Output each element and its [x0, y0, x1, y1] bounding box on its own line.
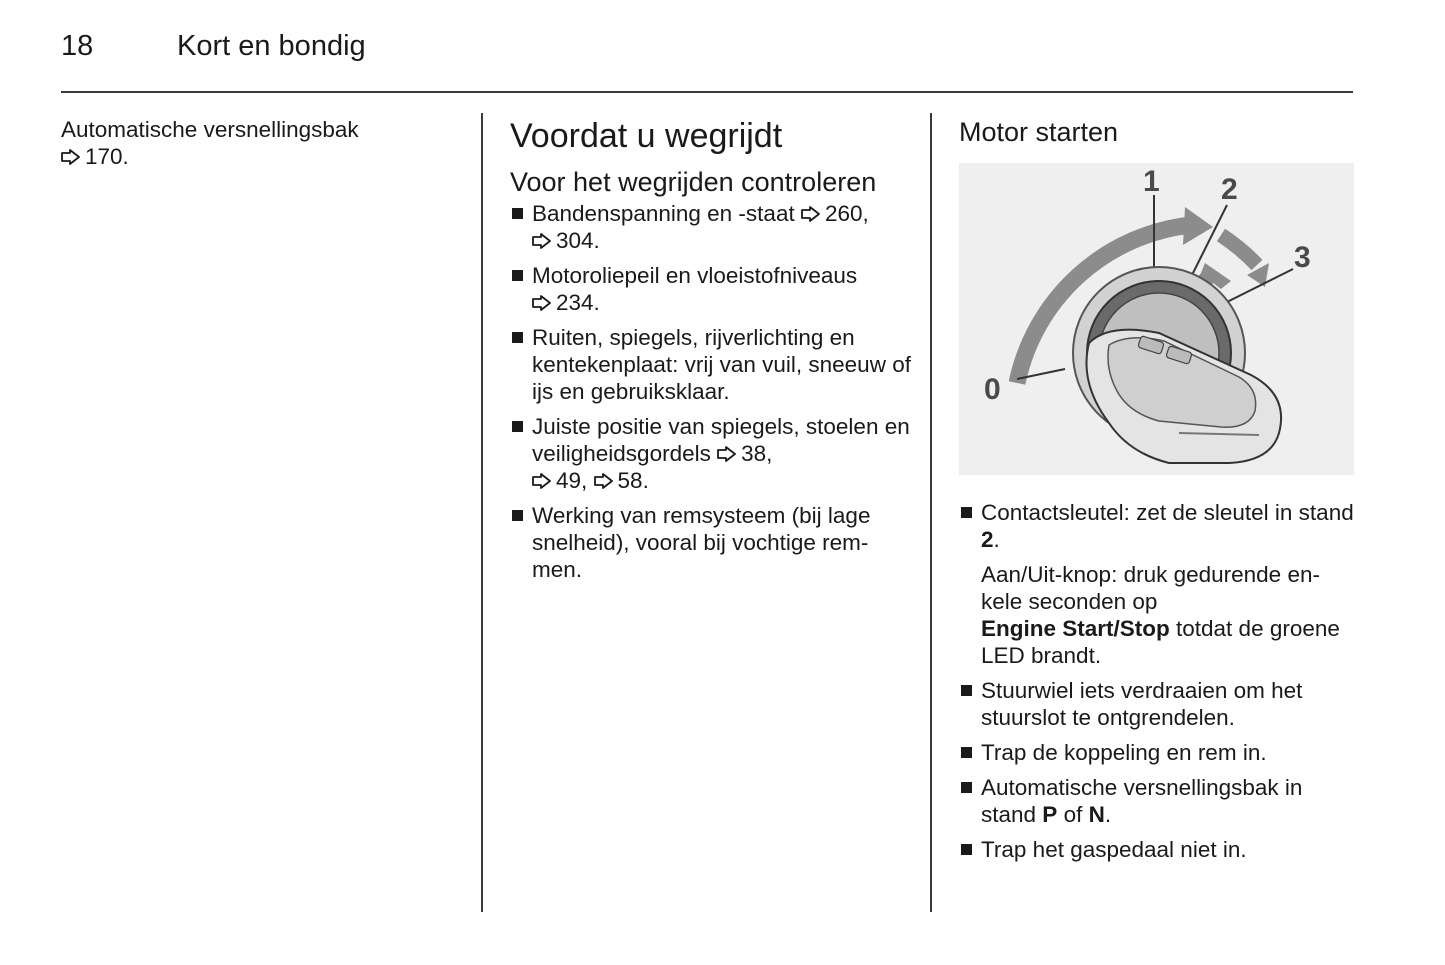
- header-rule: [61, 91, 1353, 93]
- position-label-2: 2: [1221, 173, 1238, 206]
- page-number: 18: [61, 30, 94, 62]
- list-item: Werking van remsysteem (bij lage snelheid), vooral bij vochtige rem-men.: [510, 502, 915, 583]
- list-item: Motoroliepeil en vloeistofniveaus 234.: [510, 262, 915, 316]
- reference-arrow-icon: [801, 206, 821, 222]
- position-label-0: 0: [984, 373, 1001, 406]
- list-item: Stuurwiel iets verdraaien om het stuurslot te ontgrendelen.: [959, 677, 1359, 731]
- list-item: Ruiten, spiegels, rijverlichting en kentekenplaat: vrij van vuil, sneeuw of ijs en gebruiksklaar.: [510, 324, 915, 405]
- reference-arrow-icon: [594, 473, 614, 489]
- column-1: [61, 116, 461, 170]
- cross-reference[interactable]: 58.: [594, 468, 649, 493]
- subsection-heading: Voor het wegrijden controleren: [510, 167, 877, 197]
- list-item: Trap het gaspedaal niet in.: [959, 836, 1359, 863]
- cross-reference[interactable]: 49,: [532, 468, 587, 493]
- cross-reference[interactable]: 38,: [717, 441, 772, 466]
- reference-arrow-icon: [532, 233, 552, 249]
- page-ref: 170.: [85, 144, 129, 169]
- list-item: Contactsleutel: zet de sleutel in stand 2. Aan/Uit-knop: druk gedurende en-kele seconden op Engine Start/Stop totdat de groene LED brandt.: [959, 499, 1359, 669]
- reference-arrow-icon: [532, 473, 552, 489]
- cross-reference[interactable]: 234.: [532, 290, 600, 315]
- position-label-1: 1: [1143, 165, 1160, 198]
- list-item: Trap de koppeling en rem in.: [959, 739, 1359, 766]
- section-heading: Motor starten: [959, 117, 1119, 147]
- section-heading: Voordat u wegrijdt: [510, 117, 783, 155]
- column-2: [510, 116, 915, 591]
- page-title: Kort en bondig: [177, 30, 366, 62]
- column-3-steps: [959, 499, 1359, 871]
- list-item: Bandenspanning en -staat 260, 304.: [510, 200, 915, 254]
- ignition-key-illustration: [959, 163, 1354, 475]
- column-3: [959, 116, 1359, 148]
- reference-arrow-icon: [532, 295, 552, 311]
- position-label-3: 3: [1294, 241, 1311, 274]
- ignition-key-drawing: [959, 163, 1354, 475]
- cross-reference-text: Automatische versnellingsbak: [61, 117, 359, 142]
- column-divider-right: [930, 113, 932, 912]
- cross-reference[interactable]: 260,: [801, 201, 869, 226]
- reference-arrow-icon: [717, 446, 737, 462]
- reference-arrow-icon: [61, 149, 81, 165]
- list-item-note: Aan/Uit-knop: druk gedurende en-kele seconden op Engine Start/Stop totdat de groene LED brandt.: [981, 562, 1340, 668]
- list-item: Juiste positie van spiegels, stoelen en veiligheidsgordels 38, 49, 58.: [510, 413, 915, 494]
- cross-reference[interactable]: 304.: [532, 228, 600, 253]
- column-divider-left: [481, 113, 483, 912]
- list-item: Automatische versnellingsbak in stand P of N.: [959, 774, 1359, 828]
- checklist: [510, 200, 915, 583]
- cross-reference[interactable]: [61, 143, 461, 170]
- start-steps-list: [959, 499, 1359, 863]
